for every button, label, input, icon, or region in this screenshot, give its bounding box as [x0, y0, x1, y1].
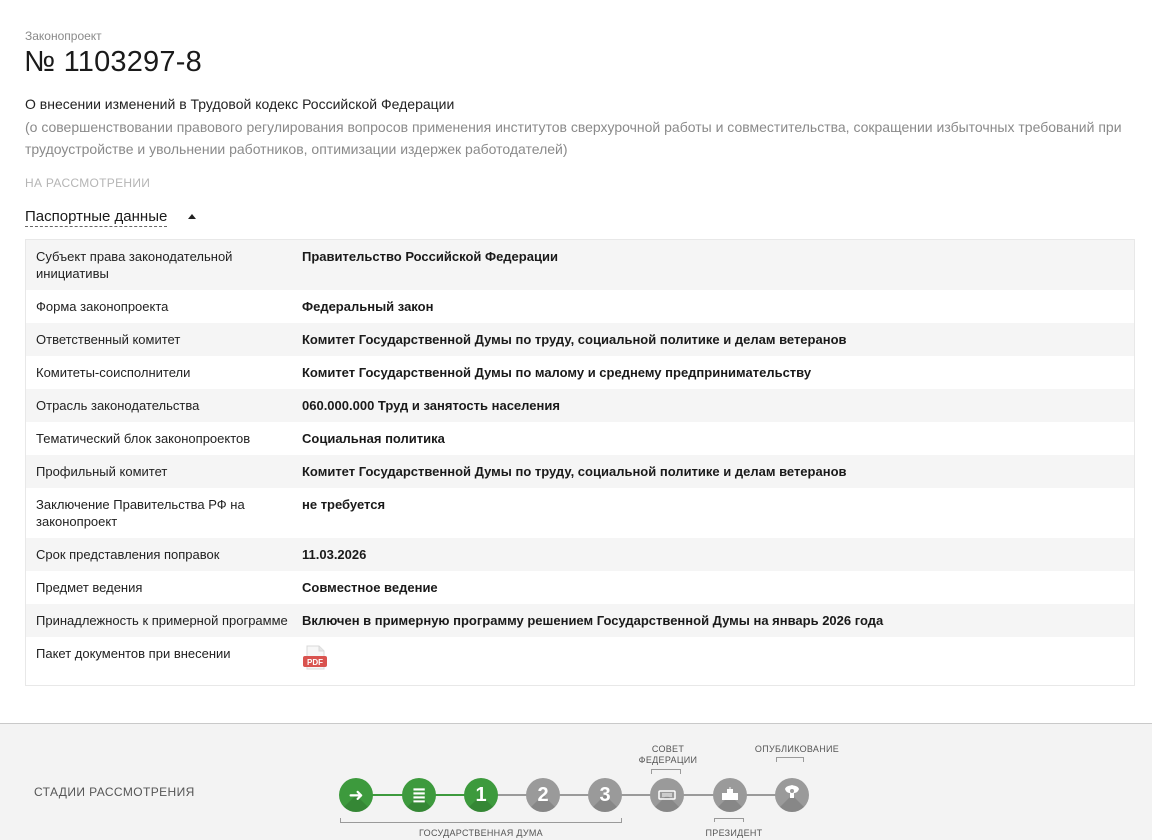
- table-row: [26, 323, 1134, 356]
- reading-1-label: 1: [475, 783, 487, 806]
- stage-publication[interactable]: [775, 778, 809, 812]
- row-value: Федеральный закон: [302, 299, 434, 314]
- row-key: Профильный комитет: [36, 464, 168, 479]
- stage-connector: [372, 794, 404, 796]
- bill-status: НА РАССМОТРЕНИИ: [25, 176, 151, 190]
- federation-council-icon: [658, 784, 676, 807]
- row-value: [302, 645, 1134, 675]
- published-bracket: [776, 757, 804, 762]
- row-value: Включен в примерную программу решением Государственной Думы на январь 2026 года: [302, 613, 884, 628]
- president-icon: [721, 784, 739, 807]
- stages-panel: [0, 723, 1152, 840]
- table-row: [26, 389, 1134, 422]
- stage-first-reading[interactable]: [464, 778, 498, 812]
- council-bracket: [651, 769, 681, 774]
- stage-connector: [745, 794, 776, 796]
- president-bracket: [714, 818, 744, 822]
- duma-label: ГОСУДАРСТВЕННАЯ ДУМА: [418, 828, 543, 838]
- stage-introduction[interactable]: [339, 778, 373, 812]
- table-row: [26, 637, 1134, 685]
- row-key: Предмет ведения: [36, 580, 143, 595]
- row-value: не требуется: [302, 497, 386, 512]
- row-value: Правительство Российской Федерации: [302, 249, 558, 264]
- row-value: Совместное ведение: [302, 580, 438, 595]
- passport-table: [25, 239, 1135, 686]
- president-label: ПРЕЗИДЕНТ: [705, 828, 763, 838]
- row-value: Социальная политика: [302, 431, 445, 446]
- pdf-label: PDF: [307, 658, 323, 667]
- row-key: Срок представления поправок: [36, 547, 220, 562]
- reading-3-label: 3: [599, 783, 611, 806]
- row-value: Комитет Государственной Думы по малому и среднему предпринимательству: [302, 365, 812, 380]
- row-key: Ответственный комитет: [36, 332, 181, 347]
- row-value: 11.03.2026: [302, 547, 367, 562]
- table-row: [26, 604, 1134, 637]
- table-row: [26, 455, 1134, 488]
- published-label: ОПУБЛИКОВАНИЕ: [754, 744, 840, 754]
- stage-connector: [621, 794, 652, 796]
- row-key: Заключение Правительства РФ на законопроект: [36, 497, 245, 529]
- row-key: Пакет документов при внесении: [36, 646, 231, 661]
- row-key: Тематический блок законопроектов: [36, 431, 251, 446]
- stages-title: СТАДИИ РАССМОТРЕНИЯ: [34, 785, 195, 799]
- reading-2-label: 2: [537, 783, 549, 806]
- table-row: [26, 538, 1134, 571]
- row-key: Субъект права законодательной инициативы: [36, 249, 233, 281]
- row-key: Принадлежность к примерной программе: [36, 613, 288, 628]
- pdf-file-icon[interactable]: [302, 645, 328, 671]
- row-key: Комитеты-соисполнители: [36, 365, 191, 380]
- table-row: [26, 422, 1134, 455]
- bill-subtitle: (о совершенствовании правового регулирования вопросов применения институтов сверхурочной работы и совместительства, сокращении избыточных требований при трудоустройстве и увольнении работников, оптимизации издержек работодателей): [25, 119, 1122, 157]
- passport-toggle[interactable]: Паспортные данные: [25, 208, 168, 225]
- table-row: [26, 571, 1134, 604]
- table-row: [26, 290, 1134, 323]
- row-value: 060.000.000 Труд и занятость населения: [302, 398, 560, 413]
- arrow-icon: ➜: [348, 784, 364, 805]
- emblem-icon: [783, 783, 801, 807]
- stage-connector: [683, 794, 714, 796]
- row-key: Отрасль законодательства: [36, 398, 200, 413]
- row-value: Комитет Государственной Думы по труду, социальной политике и делам ветеранов: [302, 464, 847, 479]
- bill-label: Законопроект: [25, 29, 102, 43]
- bill-title: О внесении изменений в Трудовой кодекс Российской Федерации: [25, 96, 455, 112]
- council-label: СОВЕТ ФЕДЕРАЦИИ: [638, 744, 698, 765]
- row-key: Форма законопроекта: [36, 299, 169, 314]
- stage-connector: [435, 794, 466, 796]
- document-icon: ≣: [411, 784, 427, 805]
- duma-bracket: [340, 818, 622, 823]
- table-row: [26, 356, 1134, 389]
- table-row: [26, 488, 1134, 538]
- stage-second-reading[interactable]: [526, 778, 560, 812]
- stage-federation-council[interactable]: [650, 778, 684, 812]
- stage-connector: [559, 794, 590, 796]
- stage-president[interactable]: [713, 778, 747, 812]
- stage-connector: [497, 794, 528, 796]
- caret-up-icon[interactable]: [188, 214, 196, 219]
- row-value: Комитет Государственной Думы по труду, социальной политике и делам ветеранов: [302, 332, 847, 347]
- table-row: [26, 240, 1134, 290]
- stage-third-reading[interactable]: [588, 778, 622, 812]
- stage-preliminary[interactable]: [402, 778, 436, 812]
- bill-number: № 1103297-8: [24, 46, 202, 78]
